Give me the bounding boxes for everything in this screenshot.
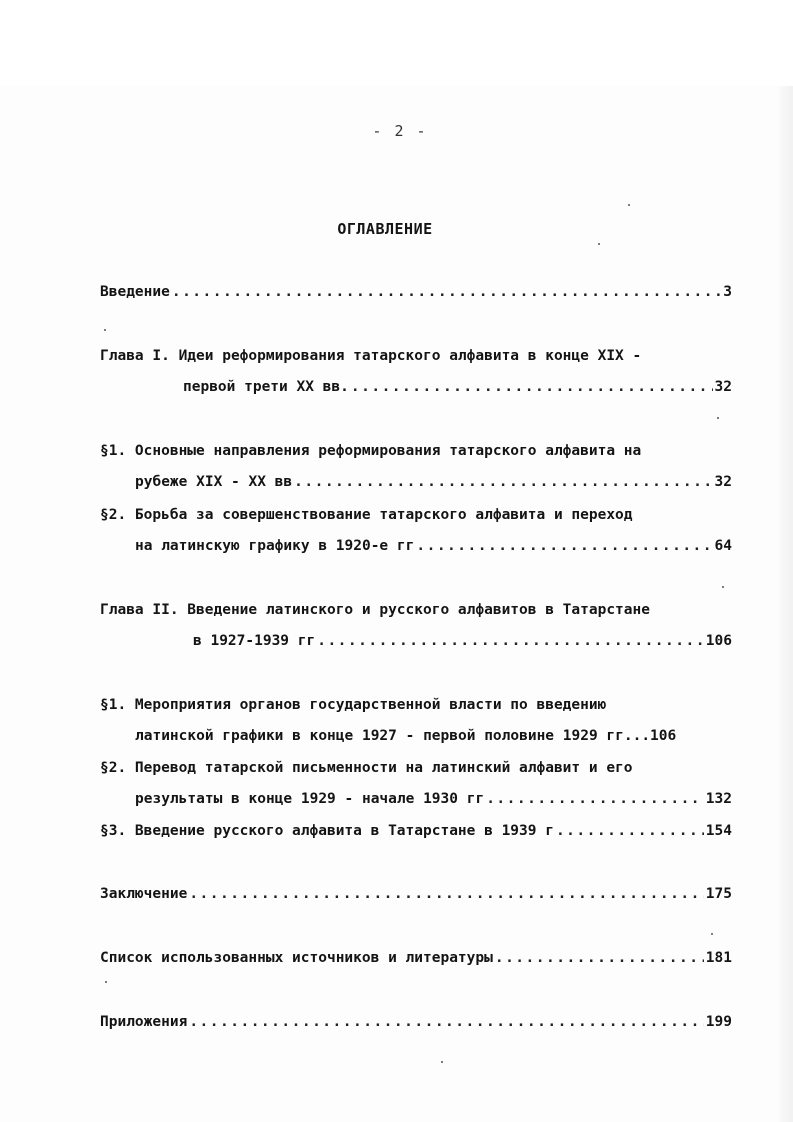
toc-entry-title: результаты в конце 1929 - начале 1930 гг <box>135 791 485 807</box>
toc-chapter-1-title: Глава I. Идеи реформирования татарского алфавита в конце XIX - <box>100 348 642 364</box>
toc-leader-dots <box>317 633 704 649</box>
toc-leader-dots <box>486 791 704 807</box>
scan-margin-top <box>0 0 793 86</box>
toc-leader-dots <box>351 379 713 395</box>
toc-entry-page: 175 <box>705 886 732 902</box>
scan-speck <box>711 933 713 935</box>
toc-entry-title: рубеже XIX - XX вв <box>135 474 293 490</box>
toc-entry-appendix <box>100 1014 732 1036</box>
scan-speck <box>628 204 630 206</box>
toc-chapter-2-title: Глава II. Введение латинского и русского алфавитов в Татарстане <box>100 602 650 618</box>
toc-section-1-2-title: §2. Борьба за совершенствование татарского алфавита и переход <box>100 507 633 523</box>
toc-entry-intro <box>100 284 732 306</box>
toc-section-1-1 <box>135 474 732 496</box>
toc-section-2-1-title: §1. Мероприятия органов государственной власти по введению <box>100 697 607 713</box>
toc-leader-dots <box>189 1014 703 1030</box>
toc-leader-dots <box>416 538 712 554</box>
toc-chapter-2 <box>193 633 732 655</box>
toc-heading: ОГЛАВЛЕНИЕ <box>337 220 433 238</box>
scan-speck <box>105 981 107 983</box>
toc-entry-page: 199 <box>705 1014 732 1030</box>
toc-entry-page: 32 <box>714 379 732 395</box>
toc-entry-title: Заключение <box>100 886 188 902</box>
toc-entry-page: 3 <box>723 284 732 300</box>
toc-section-2-2 <box>135 791 732 813</box>
scan-margin-right <box>779 86 793 1122</box>
toc-section-1-2 <box>135 538 732 560</box>
scan-speck <box>441 1061 443 1063</box>
toc-entry-sources <box>100 950 732 972</box>
toc-entry-conclusion <box>100 886 732 908</box>
toc-entry-page: 106 <box>705 633 732 649</box>
toc-section-2-3 <box>100 823 732 845</box>
toc-entry-title: Введение <box>100 284 170 300</box>
toc-entry-page: 154 <box>705 823 732 839</box>
toc-entry-page: 181 <box>705 950 732 966</box>
toc-entry-title: в 1927-1939 гг <box>193 633 316 649</box>
toc-chapter-1 <box>183 379 732 401</box>
scan-speck <box>598 243 600 245</box>
toc-leader-dots <box>189 886 703 902</box>
scan-speck <box>722 586 724 588</box>
toc-entry-title: Список использованных источников и литературы <box>100 950 493 966</box>
scan-speck <box>717 417 719 419</box>
toc-entry-page: 32 <box>714 474 732 490</box>
toc-leader-dots <box>294 474 712 490</box>
toc-leader-dots <box>495 950 704 966</box>
toc-leader-dots <box>556 823 704 839</box>
toc-section-1-1-title: §1. Основные направления реформирования татарского алфавита на <box>100 443 642 459</box>
scan-speck <box>104 329 106 331</box>
toc-entry-title: первой трети XX вв. <box>183 379 349 395</box>
toc-section-2-2-title: §2. Перевод татарской письменности на латинский алфавит и его <box>100 760 633 776</box>
toc-entry-title: §3. Введение русского алфавита в Татарстане в 1939 г <box>100 823 554 839</box>
toc-entry-page: 132 <box>705 791 732 807</box>
toc-leader-dots <box>172 284 721 300</box>
toc-entry-title: на латинскую графику в 1920-е гг <box>135 538 415 554</box>
page-number: - 2 - <box>372 122 428 140</box>
toc-section-2-1: латинской графики в конце 1927 - первой половине 1929 гг...106 <box>135 728 677 744</box>
toc-entry-title: Приложения <box>100 1014 188 1030</box>
toc-entry-page: 64 <box>714 538 732 554</box>
